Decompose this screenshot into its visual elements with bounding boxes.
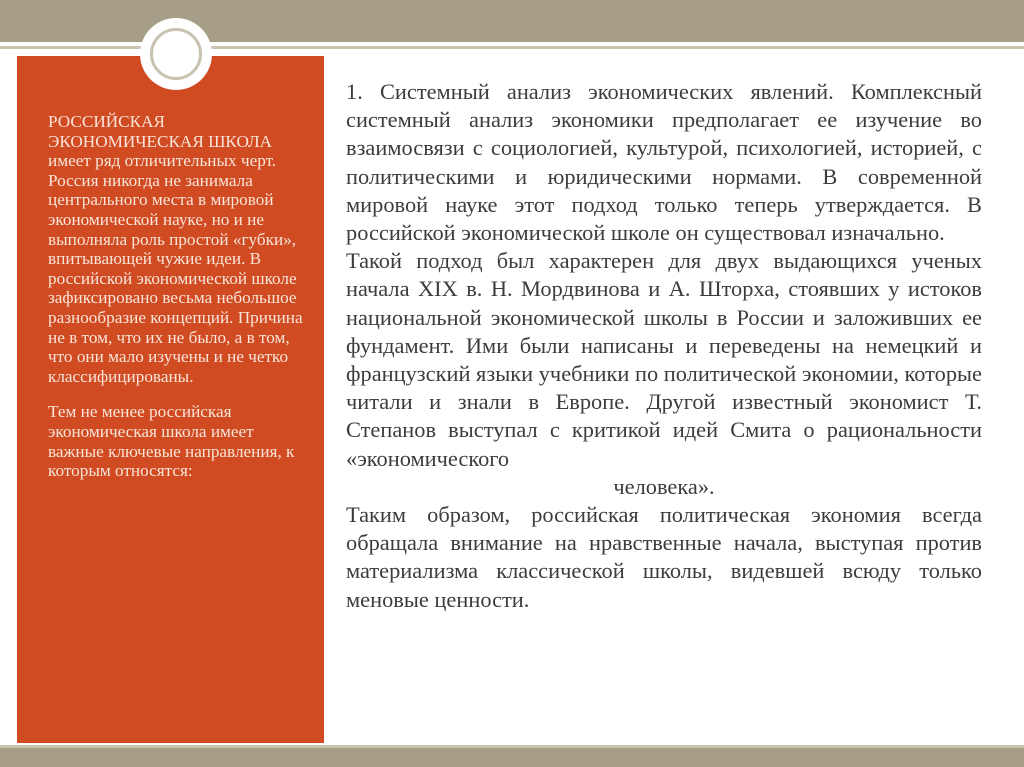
main-paragraph-3: Таким образом, российская политическая экономия всегда обращала внимание на нравственные начала, выступая против материализма классической школы, видевшей всюду только меновые ценности. (346, 502, 982, 612)
emblem-ring (150, 28, 202, 80)
bottom-band (0, 748, 1024, 767)
left-paragraph-1: РОССИЙСКАЯ ЭКОНОМИЧЕСКАЯ ШКОЛА имеет ряд отличительных черт. Россия никогда не занимала центрального места в мировой экономической науке, но и не выполняла роль простой «губки», впитывающей чужие идеи. В российской экономической школе зафиксировано весьма небольшое разнообразие концепций. Причина не в том, что их не было, а в том, что они мало изучены и не четко классифицированы. (48, 112, 303, 386)
main-text (346, 78, 982, 614)
left-panel-text (48, 112, 308, 497)
main-paragraph-2: Такой подход был характерен для двух выдающихся ученых начала XIX в. Н. Мордвинова и А. Шторха, стоявших у истоков национальной экономической школы в России и заложивших ее фундамент. Ими были написаны и переведены на немецкий и французский языки учебники по политической экономии, которые читали и знали в Европе. Другой известный экономист Т. Степанов выступал с критикой идей Смита о рациональности «экономического (346, 248, 982, 471)
left-paragraph-2: Тем не менее российская экономическая школа имеет важные ключевые направления, к которым относятся: (48, 402, 295, 481)
circle-emblem-icon (140, 18, 212, 90)
main-paragraph-2-end: человека». (613, 473, 715, 499)
main-paragraph-1: 1. Системный анализ экономических явлений. Комплексный системный анализ экономики предполагает ее изучение во взаимосвязи с социологией, культурой, психологией, историей, с политическими и юридическими нормами. В современной мировой науке этот подход только теперь утверждается. В российской экономической школе он существовал изначально. (346, 79, 982, 246)
